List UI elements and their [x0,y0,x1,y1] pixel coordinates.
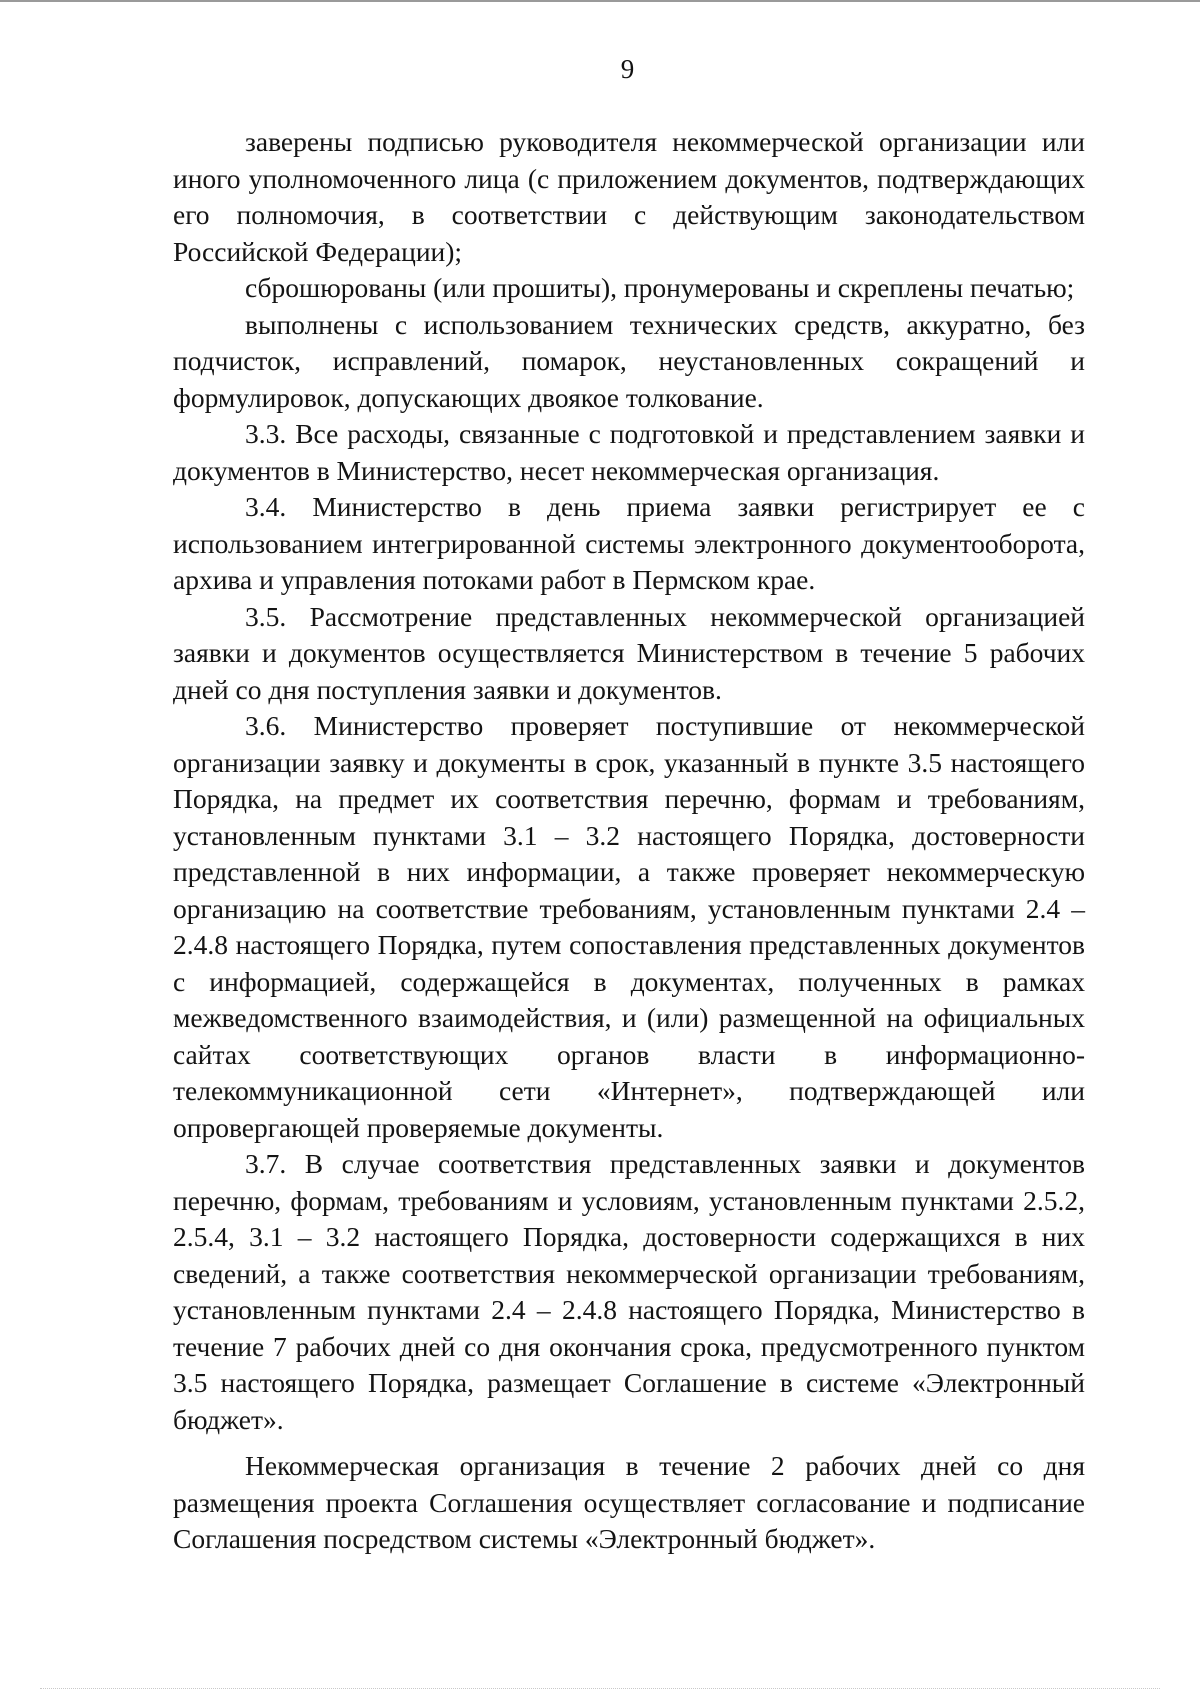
paragraph-clause-3-4: 3.4. Министерство в день приема заявки регистрирует ее с использованием интегрированной системы электронного документооборота, архива и управления потоками работ в Пермском крае. [173,491,1085,595]
paragraph-agreement-signing: Некоммерческая организация в течение 2 рабочих дней со дня размещения проекта Соглашения осуществляет согласование и подписание Соглашения посредством системы «Электронный бюджет». [173,1450,1085,1554]
paragraph-clause-3-5: 3.5. Рассмотрение представленных некоммерческой организацией заявки и документов осуществляется Министерством в течение 5 рабочих дней со дня поступления заявки и документов. [173,600,1085,705]
page-number: 9 [620,54,635,84]
paragraph-signed-by-head: заверены подписью руководителя некоммерческой организации или иного уполномоченного лица (с приложением документов, подтверждающих его полномочия, в соответствии с действующим законодательством Российской Федерации); [173,126,1085,267]
scan-edge-line [40,1687,1160,1689]
document-body [173,124,1085,1558]
paragraph-bound-and-sealed: сброшюрованы (или прошиты), пронумерованы и скреплены печатью; [245,272,1075,303]
paragraph-clause-3-6: 3.6. Министерство проверяет поступившие от некоммерческой организации заявку и документы в срок, указанный в пункте 3.5 настоящего Порядка, на предмет их соответствия перечню, формам и требованиям, установленным пунктами 3.1 – 3.2 настоящего Порядка, достоверности представленной в них информации, а также проверяет некоммерческую организацию на соответствие требованиям, установленным пунктами 2.4 – 2.4.8 настоящего Порядка, путем сопоставления представленных документов с информацией, содержащейся в документах, полученных в рамках межведомственного взаимодействия, и (или) размещенной на официальных сайтах соответствующих органов власти в информационно-телекоммуникационной сети «Интернет», подтверждающей или опровергающей проверяемые документы. [173,710,1085,1143]
paragraph-technical-means: выполнены с использованием технических средств, аккуратно, без подчисток, исправлений, помарок, неустановленных сокращений и формулировок, допускающих двоякое толкование. [173,308,1085,413]
paragraph-clause-3-3: 3.3. Все расходы, связанные с подготовкой и представлением заявки и документов в Министерство, несет некоммерческая организация. [173,418,1085,486]
paragraph-clause-3-7: 3.7. В случае соответствия представленных заявки и документов перечню, формам, требованиям и условиям, установленным пунктами 2.5.2, 2.5.4, 3.1 – 3.2 настоящего Порядка, достоверности содержащихся в них сведений, а также соответствия некоммерческой организации требованиям, установленным пунктами 2.4 – 2.4.8 настоящего Порядка, Министерство в течение 7 рабочих дней со дня окончания срока, предусмотренного пунктом 3.5 настоящего Порядка, размещает Соглашение в системе «Электронный бюджет». [173,1148,1085,1435]
